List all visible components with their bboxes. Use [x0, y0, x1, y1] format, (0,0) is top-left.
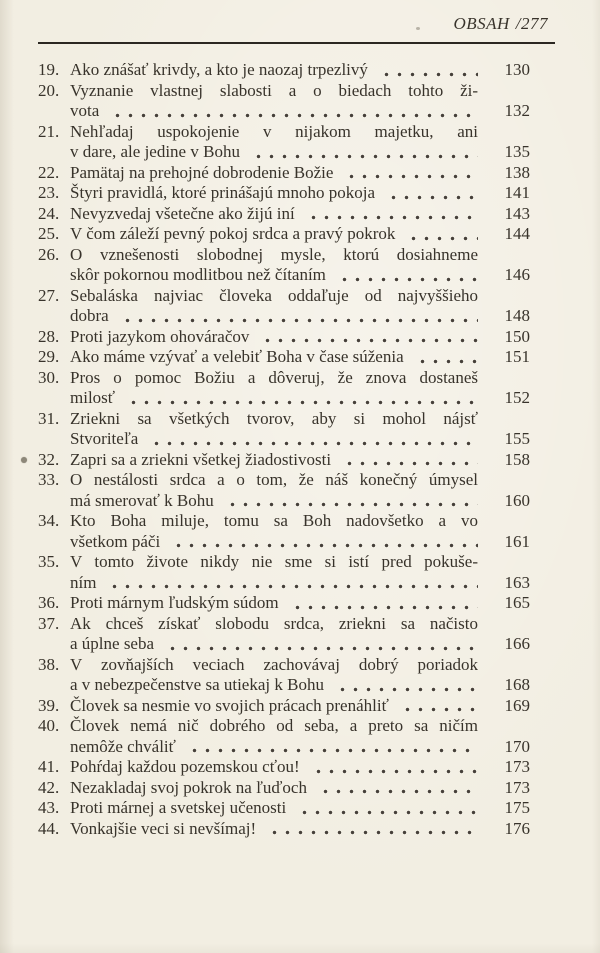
toc-entry-line: Človek nemá nič dobrého od seba, a preto sa ničím: [70, 716, 478, 735]
toc-entry-lastline: [70, 224, 478, 245]
toc-entry-title: [70, 552, 478, 593]
dot-leader: [170, 532, 478, 553]
page-header-page-number: /277: [515, 14, 548, 33]
toc-entry-lastline: [70, 327, 478, 348]
dot-leader: [405, 224, 478, 245]
toc-entry-page-number: 151: [504, 347, 530, 366]
toc-entry-line: vota: [70, 101, 100, 120]
dot-leader: [119, 306, 478, 327]
toc-entry-line: nemôže chváliť: [70, 736, 176, 756]
toc-entry-page-number: 141: [504, 183, 530, 202]
toc-entry-title: [70, 224, 478, 245]
toc-list: [38, 60, 530, 839]
toc-entry-line: Proti jazykom ohováračov: [70, 326, 250, 346]
dot-leader: [317, 778, 478, 799]
toc-entry-number: 44.: [38, 818, 60, 838]
toc-entry-lastline: [70, 163, 478, 184]
toc-entry-title: [70, 819, 478, 840]
dot-leader: [414, 347, 478, 368]
toc-entry-number: 37.: [38, 613, 60, 633]
toc-entry-line: Štyri pravidlá, ktoré prinášajú mnoho pokoja: [70, 183, 375, 202]
toc-entry-page-number: 173: [504, 757, 530, 776]
toc-entry: [38, 696, 530, 717]
toc-entry-lastline: [70, 532, 478, 553]
toc-entry-title: [70, 163, 478, 184]
toc-entry-title: [70, 716, 478, 757]
toc-entry-page-number: 175: [504, 798, 530, 817]
toc-entry-number: 31.: [38, 408, 60, 428]
dot-leader: [259, 327, 478, 348]
toc-entry-lastline: [70, 204, 478, 225]
toc-entry-title: [70, 450, 478, 471]
toc-entry: [38, 122, 530, 163]
toc-entry: [38, 655, 530, 696]
toc-entry-line: O nestálosti srdca a o tom, že náš konečný úmysel: [70, 470, 478, 489]
toc-entry-title: [70, 798, 478, 819]
toc-entry: [38, 614, 530, 655]
toc-entry-number: 19.: [38, 60, 60, 79]
toc-entry-title: [70, 81, 478, 122]
toc-entry: [38, 347, 530, 368]
toc-entry-line: V tomto živote nikdy nie sme si istí pred pokuše-: [70, 552, 478, 571]
toc-entry-number: 23.: [38, 183, 60, 202]
dot-leader: [109, 101, 478, 122]
toc-entry-line: ním: [70, 572, 97, 592]
toc-entry-title: [70, 60, 478, 81]
toc-entry-lastline: [70, 757, 478, 778]
dot-leader: [148, 429, 478, 450]
toc-entry-lastline: [70, 798, 478, 819]
toc-entry-line: Vonkajšie veci si nevšímaj!: [70, 818, 257, 838]
toc-entry: [38, 60, 530, 81]
toc-entry-number: 34.: [38, 511, 60, 530]
dot-leader: [378, 60, 478, 81]
toc-entry-number: 30.: [38, 367, 60, 387]
toc-entry-lastline: [70, 388, 478, 409]
toc-entry-lastline: [70, 450, 478, 471]
toc-entry-page-number: 152: [504, 388, 530, 407]
toc-entry-line: dobra: [70, 306, 109, 325]
toc-entry-number: 29.: [38, 347, 60, 366]
toc-entry-number: 33.: [38, 470, 60, 489]
toc-entry-lastline: [70, 778, 478, 799]
toc-entry-lastline: [70, 573, 478, 594]
toc-entry-lastline: [70, 429, 478, 450]
toc-entry-number: 20.: [38, 80, 60, 100]
toc-entry-number: 40.: [38, 716, 60, 735]
toc-entry: [38, 470, 530, 511]
toc-entry-page-number: 169: [504, 695, 530, 715]
toc-entry: [38, 819, 530, 840]
toc-entry-line: Zriekni sa všetkých tvorov, aby si mohol nájsť: [70, 408, 478, 428]
toc-entry: [38, 757, 530, 778]
toc-entry: [38, 552, 530, 593]
toc-entry-page-number: 173: [504, 777, 530, 797]
toc-entry-page-number: 144: [504, 224, 530, 243]
toc-entry-line: všetkom páči: [70, 531, 161, 551]
toc-entry-number: 38.: [38, 654, 60, 674]
toc-entry-line: Pros o pomoc Božiu a dôveruj, že znova dostaneš: [70, 367, 478, 387]
header-rule: [38, 42, 555, 44]
toc-entry: [38, 224, 530, 245]
toc-entry-page-number: 165: [504, 593, 530, 612]
toc-entry-title: [70, 778, 478, 799]
toc-entry-page-number: 146: [504, 265, 530, 284]
toc-entry: [38, 778, 530, 799]
toc-entry-line: Nezakladaj svoj pokrok na ľuďoch: [70, 777, 307, 797]
toc-entry-number: 41.: [38, 757, 60, 776]
page-header-title: OBSAH: [453, 14, 510, 33]
toc-entry-line: Zapri sa a zriekni všetkej žiadostivosti: [70, 449, 332, 469]
toc-entry-title: [70, 183, 478, 204]
toc-entry-title: [70, 204, 478, 225]
toc-entry-page-number: 160: [504, 490, 530, 510]
dot-leader: [336, 265, 478, 286]
toc-entry-line: Nehľadaj uspokojenie v nijakom majetku, ani: [70, 121, 478, 141]
toc-entry-line: a v nebezpečenstve sa utiekaj k Bohu: [70, 675, 324, 694]
scan-artifact-dot: [416, 27, 420, 30]
toc-entry: [38, 163, 530, 184]
dot-leader: [289, 593, 478, 614]
dot-leader: [334, 675, 478, 696]
toc-entry-number: 43.: [38, 798, 60, 817]
toc-entry-page-number: 170: [504, 736, 530, 756]
toc-entry: [38, 716, 530, 757]
toc-entry-line: V zovňajších veciach zachovávaj dobrý poriadok: [70, 654, 478, 674]
toc-entry-lastline: [70, 101, 478, 122]
toc-entry-line: a úplne seba: [70, 634, 155, 653]
dot-leader: [125, 388, 478, 409]
dot-leader: [106, 573, 478, 594]
toc-entry-title: [70, 122, 478, 163]
toc-entry-number: 25.: [38, 224, 60, 243]
toc-entry-line: V čom záleží pevný pokoj srdca a pravý pokrok: [70, 224, 396, 243]
toc-entry-number: 42.: [38, 777, 60, 797]
toc-entry-line: Stvoriteľa: [70, 429, 139, 448]
toc-entry: [38, 286, 530, 327]
toc-entry-page-number: 158: [504, 449, 530, 469]
dot-leader: [305, 204, 478, 225]
toc-entry-page-number: 143: [504, 203, 530, 223]
toc-entry-line: Nevyzvedaj všetečne ako žijú iní: [70, 203, 295, 223]
toc-entry-line: Pohŕdaj každou pozemskou cťou!: [70, 757, 300, 776]
toc-entry-lastline: [70, 737, 478, 758]
toc-entry-lastline: [70, 306, 478, 327]
toc-entry-line: milosť: [70, 388, 116, 407]
toc-entry-title: [70, 368, 478, 409]
toc-entry-page-number: 166: [504, 634, 530, 653]
dot-leader: [250, 142, 478, 163]
toc-entry-page-number: 130: [504, 60, 530, 79]
toc-entry-number: 27.: [38, 285, 60, 305]
dot-leader: [385, 183, 478, 204]
toc-entry-page-number: 138: [504, 162, 530, 182]
toc-entry: [38, 245, 530, 286]
toc-entry-page-number: 150: [504, 326, 530, 346]
toc-entry-line: Kto Boha miluje, tomu sa Boh nadovšetko a vo: [70, 511, 478, 530]
toc-entry-title: [70, 655, 478, 696]
toc-entry: [38, 593, 530, 614]
dot-leader: [310, 757, 478, 778]
toc-entry-line: Proti márnej a svetskej učenosti: [70, 798, 287, 817]
toc-entry-line: Sebaláska najviac človeka oddaľuje od najvyššieho: [70, 285, 478, 305]
toc-entry-line: má smerovať k Bohu: [70, 490, 214, 510]
toc-entry-lastline: [70, 183, 478, 204]
toc-entry-title: [70, 347, 478, 368]
toc-entry-title: [70, 511, 478, 552]
toc-entry-number: 32.: [38, 449, 60, 469]
toc-entry: [38, 409, 530, 450]
toc-entry-line: Človek sa nesmie vo svojich prácach prenáhliť: [70, 695, 389, 715]
dot-leader: [164, 634, 478, 655]
toc-entry-lastline: [70, 675, 478, 696]
margin-mark-dot: [21, 457, 27, 463]
toc-entry-number: 36.: [38, 593, 60, 612]
dot-leader: [266, 819, 478, 840]
toc-entry: [38, 450, 530, 471]
toc-entry-line: Ak chceš získať slobodu srdca, zriekni sa načisto: [70, 613, 478, 633]
toc-entry-line: Proti márnym ľudským súdom: [70, 593, 279, 612]
toc-entry-number: 26.: [38, 244, 60, 264]
toc-entry: [38, 511, 530, 552]
page-header: [38, 13, 548, 35]
toc-entry-line: Ako znášať krivdy, a kto je naozaj trpezlivý: [70, 60, 368, 79]
toc-entry-page-number: 168: [504, 675, 530, 694]
toc-entry-number: 35.: [38, 552, 60, 571]
toc-entry-lastline: [70, 347, 478, 368]
toc-entry-line: v dare, ale jedine v Bohu: [70, 142, 240, 161]
toc-entry-title: [70, 409, 478, 450]
toc-entry-number: 21.: [38, 121, 60, 141]
toc-entry: [38, 327, 530, 348]
toc-entry: [38, 81, 530, 122]
toc-entry-title: [70, 470, 478, 511]
dot-leader: [341, 450, 478, 471]
toc-entry-number: 39.: [38, 695, 60, 715]
toc-entry-title: [70, 614, 478, 655]
toc-entry-lastline: [70, 265, 478, 286]
toc-entry-number: 24.: [38, 203, 60, 223]
dot-leader: [186, 737, 478, 758]
toc-entry-lastline: [70, 593, 478, 614]
dot-leader: [399, 696, 478, 717]
toc-entry-title: [70, 696, 478, 717]
dot-leader: [343, 163, 478, 184]
toc-entry-line: Pamätaj na prehojné dobrodenie Božie: [70, 162, 334, 182]
toc-entry-lastline: [70, 634, 478, 655]
dot-leader: [296, 798, 478, 819]
toc-entry-page-number: 148: [504, 306, 530, 325]
toc-entry-lastline: [70, 142, 478, 163]
toc-entry-number: 22.: [38, 162, 60, 182]
dot-leader: [224, 491, 478, 512]
toc-entry-line: O vznešenosti slobodnej mysle, ktorú dosiahneme: [70, 244, 478, 264]
toc-entry-page-number: 163: [504, 572, 530, 592]
toc-entry-page-number: 135: [504, 142, 530, 161]
toc-entry-page-number: 176: [504, 818, 530, 838]
toc-entry-lastline: [70, 491, 478, 512]
toc-entry-title: [70, 327, 478, 348]
toc-entry-title: [70, 245, 478, 286]
toc-entry-lastline: [70, 60, 478, 81]
toc-entry-title: [70, 593, 478, 614]
toc-entry-line: skôr pokornou modlitbou než čítaním: [70, 265, 326, 284]
toc-entry-title: [70, 757, 478, 778]
toc-entry-lastline: [70, 819, 478, 840]
toc-entry-title: [70, 286, 478, 327]
toc-entry: [38, 183, 530, 204]
toc-entry-page-number: 132: [504, 101, 530, 120]
toc-entry-lastline: [70, 696, 478, 717]
toc-entry-line: Ako máme vzývať a velebiť Boha v čase súženia: [70, 347, 404, 366]
toc-entry: [38, 798, 530, 819]
toc-entry: [38, 368, 530, 409]
toc-entry-line: Vyznanie vlastnej slabosti a o biedach tohto ži-: [70, 80, 478, 100]
toc-entry-page-number: 161: [504, 531, 530, 551]
toc-entry: [38, 204, 530, 225]
toc-entry-page-number: 155: [504, 429, 530, 448]
toc-entry-number: 28.: [38, 326, 60, 346]
